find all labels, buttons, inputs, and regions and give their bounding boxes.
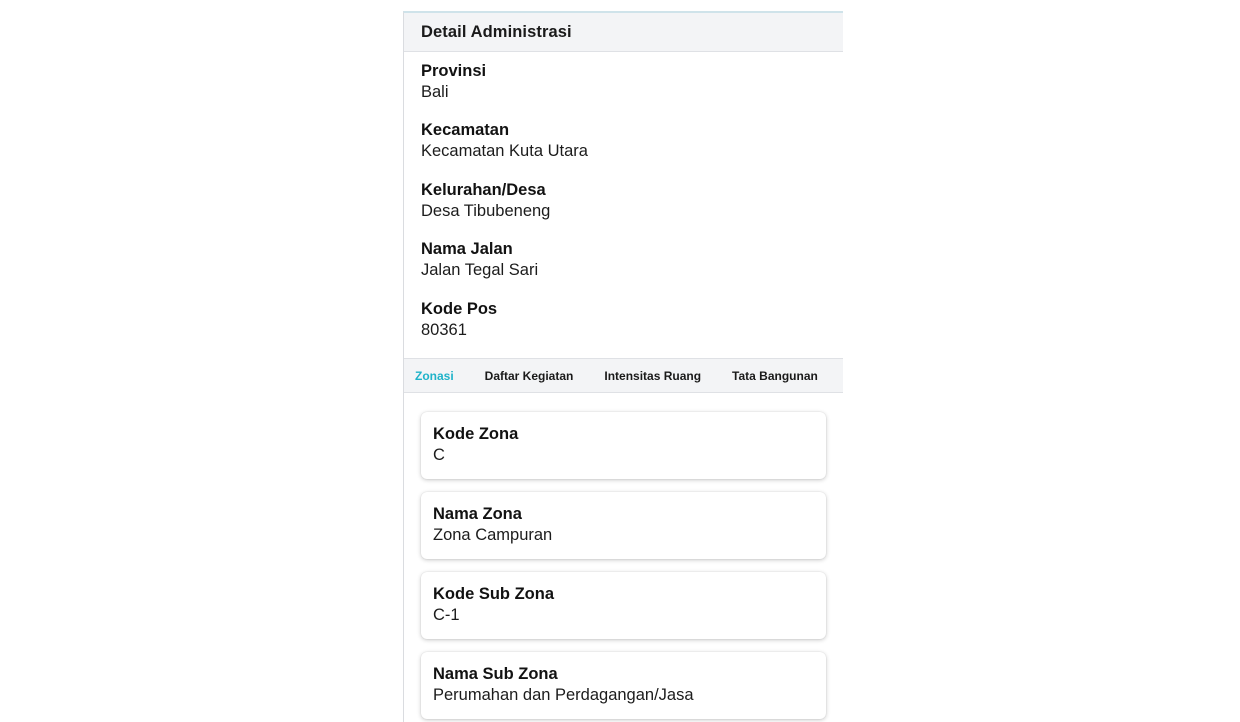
tab-zonasi[interactable]: Zonasi (415, 368, 454, 383)
card-value: C-1 (433, 606, 460, 624)
field-label: Kecamatan (421, 121, 510, 140)
tab-tata-bangunan[interactable]: Tata Bangunan (732, 368, 818, 383)
field-value: Kecamatan Kuta Utara (421, 142, 588, 161)
admin-detail-list (404, 52, 843, 357)
field-provinsi (421, 60, 826, 119)
card-value: Perumahan dan Perdagangan/Jasa (433, 686, 694, 704)
card-nama-sub-zona (421, 652, 826, 719)
detail-panel (403, 11, 843, 722)
card-label: Kode Zona (433, 425, 519, 443)
card-label: Nama Zona (433, 505, 522, 523)
field-kode-pos (421, 298, 826, 357)
card-kode-sub-zona (421, 572, 826, 639)
card-kode-zona (421, 412, 826, 479)
card-value: C (433, 446, 445, 464)
card-label: Kode Sub Zona (433, 585, 554, 603)
field-label: Provinsi (421, 62, 487, 80)
card-value: Zona Campuran (433, 526, 553, 544)
field-label: Kelurahan/Desa (421, 180, 546, 199)
tab-bar (404, 358, 843, 393)
card-nama-zona (421, 492, 826, 559)
field-label: Nama Jalan (421, 240, 513, 259)
field-value: Desa Tibubeneng (421, 201, 551, 220)
field-kelurahan-desa (421, 179, 826, 238)
field-value: Bali (421, 83, 449, 101)
panel-title: Detail Administrasi (404, 13, 843, 52)
field-nama-jalan (421, 238, 826, 297)
card-label: Nama Sub Zona (433, 665, 558, 683)
field-value: 80361 (421, 320, 467, 339)
field-kecamatan (421, 119, 826, 178)
zonasi-card-list (421, 412, 826, 722)
field-value: Jalan Tegal Sari (421, 261, 539, 280)
tab-daftar-kegiatan[interactable]: Daftar Kegiatan (484, 368, 574, 383)
tab-intensitas-ruang[interactable]: Intensitas Ruang (604, 368, 702, 383)
field-label: Kode Pos (421, 299, 498, 318)
